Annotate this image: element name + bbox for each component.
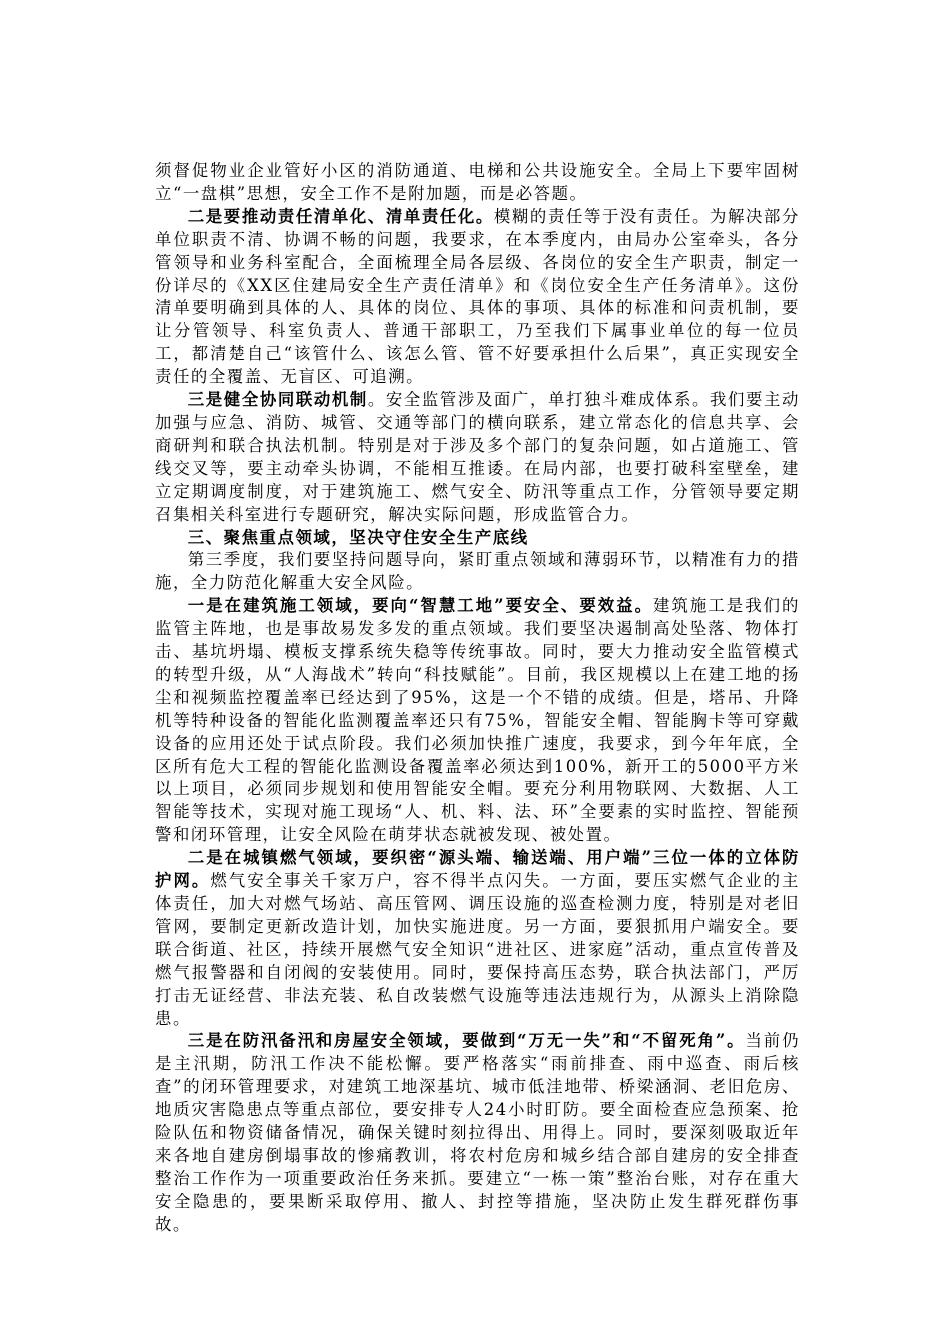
- paragraph-lead: 二是在城镇燃气领域，要织密“源头端、输送端、用户端”三位一体的立体防护网。: [155, 848, 800, 891]
- section-heading-key-areas: [155, 527, 800, 550]
- paragraph-text: 燃气安全事关千家万户，容不得半点闪失。一方面，要压实燃气企业的主体责任，加大对燃气场站、高压管网、调压设施的巡查检测力度，特别是对老旧管网，要制定更新改造计划，加快实施进度。另一方面，要狠抓用户端安全。要联合街道、社区，持续开展燃气安全知识“进社区、进家庭”活动，重点宣传普及燃气报警器和自闭阀的安装使用。同时，要保持高压态势，联合执法部门，严厉打击无证经营、非法充装、私自改装燃气设施等违法违规行为，从源头上消除隐患。: [155, 871, 800, 1028]
- paragraph-text: 建筑施工是我们的监管主阵地，也是事故易发多发的重点领域。我们要坚决遏制高处坠落、物体打击、基坑坍塌、模板支撑系统失稳等传统事故。同时，要大力推动安全监管模式的转型升级，从“人海战术”转向“科技赋能”。目前，我区规模以上在建工地的扬尘和视频监控覆盖率已经达到了95%，这是一个不错的成绩。但是，塔吊、升降机等特种设备的智能化监测覆盖率还只有75%，智能安全帽、智能胸卡等可穿戴设备的应用还处于试点阶段。我们必须加快推广速度，我要求，到今年年底，全区所有危大工程的智能化监测设备覆盖率必须达到100%，新开工的5000平方米以上项目，必须同步规划和使用智能安全帽。要充分利用物联网、大数据、人工智能等技术，实现对施工现场“人、机、料、法、环”全要素的实时监控、智能预警和闭环管理，让安全风险在萌芽状态就被发现、被处置。: [155, 596, 800, 845]
- paragraph-construction-safety: [155, 595, 800, 847]
- paragraph-text: 当前仍是主汛期，防汛工作决不能松懈。要严格落实“雨前排查、雨中巡查、雨后核查”的闭环管理要求，对建筑工地深基坑、城市低洼地带、桥梁涵洞、老旧危房、地质灾害隐患点等重点部位，要安排专人24小时盯防。要全面检查应急预案、抢险队伍和物资储备情况，确保关键时刻拉得出、用得上。同时，要深刻吸取近年来各地自建房倒塌事故的惨痛教训，将农村危房和城乡结合部自建房的安全排查整治工作作为一项重要政治任务来抓。要建立“一栋一策”整治台账，对存在重大安全隐患的，要果断采取停用、撤人、封控等措施，坚决防止发生群死群伤事故。: [155, 1031, 801, 1234]
- paragraph-property-safety-conclusion: [155, 160, 800, 206]
- paragraph-lead: 一是在建筑施工领域，要向“智慧工地”要安全、要效益。: [187, 596, 654, 616]
- paragraph-coordination-mechanism: [155, 389, 800, 526]
- paragraph-lead: 三是健全协同联动机制: [187, 390, 368, 410]
- paragraph-text: 须督促物业企业管好小区的消防通道、电梯和公共设施安全。全局上下要牢固树立“一盘棋”思想，安全工作不是附加题，而是必答题。: [155, 161, 800, 203]
- paragraph-responsibility-list: [155, 206, 800, 389]
- section-heading: 三、聚焦重点领域，坚决守住安全生产底线: [187, 527, 529, 547]
- paragraph-text: 第三季度，我们要坚持问题导向，紧盯重点领域和薄弱环节，以精准有力的措施，全力防范化解重大安全风险。: [155, 550, 800, 593]
- paragraph-flood-housing-safety: [155, 1030, 800, 1236]
- document-page: [155, 160, 800, 1237]
- paragraph-section-intro: [155, 549, 800, 595]
- paragraph-text: 。安全监管涉及面广，单打独斗难成体系。我们要主动加强与应急、消防、城管、交通等部门的横向联系，建立常态化的信息共享、会商研判和联合执法机制。特别是对于涉及多个部门的复杂问题，如占道施工、管线交叉等，要主动牵头协调，不能相互推诿。在局内部，也要打破科室壁垒，建立定期调度制度，对于建筑施工、燃气安全、防汛等重点工作，分管领导要定期召集相关科室进行专题研究，解决实际问题，形成监管合力。: [155, 390, 800, 524]
- paragraph-lead: 二是要推动责任清单化、清单责任化。: [187, 206, 494, 226]
- paragraph-lead: 三是在防汛备汛和房屋安全领域，要做到“万无一失”和“不留死角”。: [187, 1031, 746, 1051]
- paragraph-text: 模糊的责任等于没有责任。为解决部分单位职责不清、协调不畅的问题，我要求，在本季度内，由局办公室牵头，各分管领导和业务科室配合，全面梳理全局各层级、各岗位的安全生产职责，制定一份详尽的《XX区住建局安全生产责任清单》和《岗位安全生产任务清单》。这份清单要明确到具体的人、具体的岗位、具体的事项、具体的标准和问责机制，要让分管领导、科室负责人、普通干部职工，乃至我们下属事业单位的每一位员工，都清楚自己“该管什么、该怎么管、管不好要承担什么后果”，真正实现安全责任的全覆盖、无盲区、可追溯。: [155, 206, 800, 387]
- paragraph-gas-safety: [155, 847, 800, 1030]
